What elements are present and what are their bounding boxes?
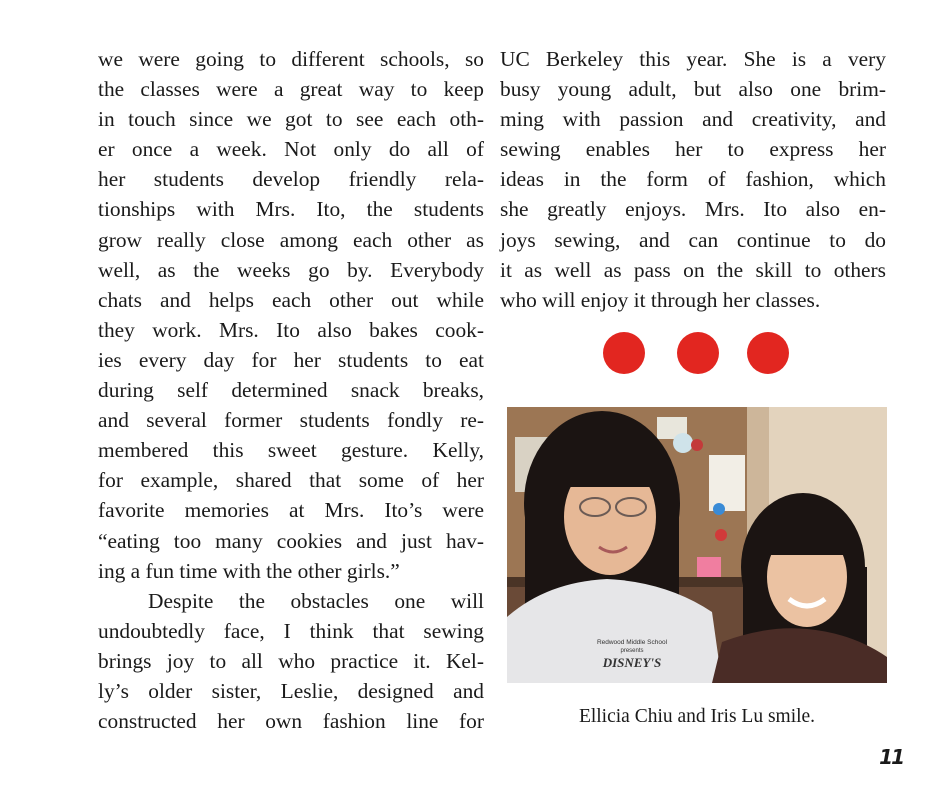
right-column-text	[500, 44, 886, 315]
shirt-text-disney: DISNEY'S	[602, 655, 662, 670]
text-line: her students develop friendly rela-	[98, 167, 484, 192]
divider-dot	[603, 332, 645, 374]
divider-dot	[747, 332, 789, 374]
photo-two-girls-smiling	[507, 407, 887, 683]
text-line: well, as the weeks go by. Everybody	[98, 257, 484, 282]
divider-dot	[677, 332, 719, 374]
text-line: favorite memories at Mrs. Ito’s were	[98, 498, 484, 523]
text-line: ing a fun time with the other girls.”	[98, 558, 400, 583]
text-line: chats and helps each other out while	[98, 287, 484, 312]
text-line: joys sewing, and can continue to do	[500, 227, 886, 252]
text-line: ies every day for her students to eat	[98, 347, 484, 372]
text-line: during self determined snack breaks,	[98, 378, 484, 403]
text-line: it as well as pass on the skill to others	[500, 257, 886, 282]
text-line: undoubtedly face, I think that sewing	[98, 618, 484, 643]
text-line: ly’s older sister, Leslie, designed and	[98, 678, 484, 703]
text-line: for example, shared that some of her	[98, 468, 484, 493]
text-line: “eating too many cookies and just hav-	[98, 528, 484, 553]
text-line: constructed her own fashion line for	[98, 709, 484, 734]
text-line: grow really close among each other as	[98, 227, 484, 252]
text-line: tionships with Mrs. Ito, the students	[98, 197, 484, 222]
text-line: brings joy to all who practice it. Kel-	[98, 648, 484, 673]
text-line: membered this sweet gesture. Kelly,	[98, 438, 484, 463]
text-line: the classes were a great way to keep	[98, 77, 484, 102]
page-number: 11	[879, 745, 903, 769]
text-line: ming with passion and creativity, and	[500, 107, 886, 132]
photo-caption: Ellicia Chiu and Iris Lu smile.	[578, 706, 816, 727]
shirt-print	[577, 639, 687, 671]
text-line: er once a week. Not only do all of	[98, 137, 484, 162]
shirt-text-school: Redwood Middle School	[596, 639, 668, 646]
shirt-text-presents: presents	[620, 648, 644, 654]
text-line: sewing enables her to express her	[500, 137, 886, 162]
text-line: UC Berkeley this year. She is a very	[500, 47, 886, 71]
left-column-text	[98, 44, 484, 736]
text-line: Despite the obstacles one will	[148, 588, 484, 613]
text-line: ideas in the form of fashion, which	[500, 167, 886, 192]
text-line: we were going to different schools, so	[98, 47, 484, 71]
text-line: they work. Mrs. Ito also bakes cook-	[98, 317, 484, 342]
text-line: she greatly enjoys. Mrs. Ito also en-	[500, 197, 886, 222]
text-line: busy young adult, but also one brim-	[500, 77, 886, 102]
text-line: who will enjoy it through her classes.	[500, 287, 821, 312]
text-line: in touch since we got to see each oth-	[98, 107, 484, 132]
text-line: and several former students fondly re-	[98, 408, 484, 433]
section-divider-dots	[603, 332, 793, 374]
